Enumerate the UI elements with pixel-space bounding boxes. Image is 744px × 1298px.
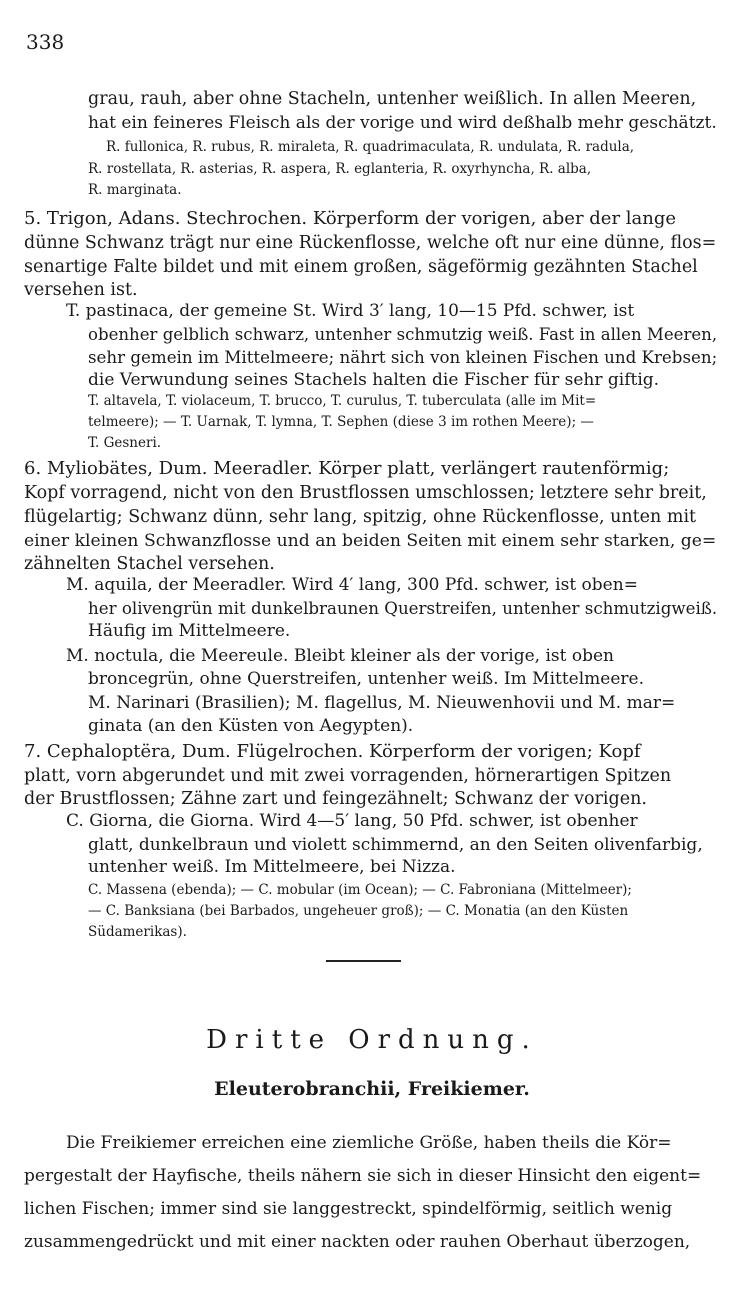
text-line: hat ein feineres Fleisch als der vorige und wird deßhalb mehr geschätzt. (88, 113, 717, 133)
section-7-heading: 7. Cephaloptëra, Dum. Flügelrochen. Körperform der vorigen; Kopf (24, 741, 641, 762)
species-entry: C. Giorna, die Giorna. Wird 4—5′ lang, 50 Pfd. schwer, ist obenher (66, 811, 638, 831)
text-line: her olivengrün mit dunkelbraunen Querstreifen, untenher schmutzigweiß. (88, 599, 718, 618)
text-line: sehr gemein im Mittelmeere; nährt sich von kleinen Fischen und Krebsen; (88, 348, 718, 367)
text-line: untenher weiß. Im Mittelmeere, bei Nizza. (88, 857, 456, 877)
text-line: zähnelten Stachel versehen. (24, 554, 275, 574)
species-entry: M. aquila, der Meeradler. Wird 4′ lang, 300 Pfd. schwer, ist oben= (66, 575, 638, 595)
text-line: glatt, dunkelbraun und violett schimmernd, an den Seiten olivenfarbig, (88, 835, 703, 855)
text-line: versehen ist. (24, 280, 138, 300)
species-list-line: Südamerikas). (88, 924, 187, 940)
text-line: senartige Falte bildet und mit einem großen, sägeförmig gezähnten Stachel (24, 257, 698, 277)
text-line: ginata (an den Küsten von Aegypten). (88, 716, 414, 736)
section-6-heading: 6. Myliobätes, Dum. Meeradler. Körper platt, verlängert rautenförmig; (24, 458, 670, 479)
species-entry: T. pastinaca, der gemeine St. Wird 3′ lang, 10—15 Pfd. schwer, ist (66, 301, 635, 321)
text-line: grau, rauh, aber ohne Stacheln, untenher weißlich. In allen Meeren, (88, 89, 697, 109)
text-line: dünne Schwanz trägt nur eine Rückenflosse, welche oft nur eine dünne, flos= (24, 233, 717, 253)
body-line: pergestalt der Hayfische, theils nähern sie sich in dieser Hinsicht den eigent= (24, 1166, 702, 1186)
section-divider (326, 960, 401, 962)
text-line: obenher gelblich schwarz, untenher schmutzig weiß. Fast in allen Meeren, (88, 325, 718, 344)
order-subtitle: Eleuterobranchii, Freikiemer. (214, 1078, 530, 1100)
species-list-line: — C. Banksiana (bei Barbados, ungeheuer groß); — C. Monatia (an den Küsten (88, 903, 629, 919)
species-list-line: T. altavela, T. violaceum, T. brucco, T. curulus, T. tuberculata (alle im Mit= (88, 393, 597, 409)
species-list-line: telmeere); — T. Uarnak, T. lymna, T. Sephen (diese 3 im rothen Meere); — (88, 414, 594, 430)
body-line: lichen Fischen; immer sind sie langgestreckt, spindelförmig, seitlich wenig (24, 1199, 673, 1219)
text-line: flügelartig; Schwanz dünn, sehr lang, spitzig, ohne Rückenflosse, unten mit (24, 507, 697, 527)
species-list-line: C. Massena (ebenda); — C. mobular (im Ocean); — C. Fabroniana (Mittelmeer); (88, 882, 632, 898)
text-line: Kopf vorragend, nicht von den Brustflossen umschlossen; letztere sehr breit, (24, 483, 707, 503)
body-line: zusammengedrückt und mit einer nackten oder rauhen Oberhaut überzogen, (24, 1232, 691, 1252)
text-line: der Brustflossen; Zähne zart und feingezähnelt; Schwanz der vorigen. (24, 789, 647, 809)
text-line: broncegrün, ohne Querstreifen, untenher weiß. Im Mittelmeere. (88, 669, 645, 689)
order-title: Dritte Ordnung. (206, 1025, 538, 1055)
species-list-line: R. rostellata, R. asterias, R. aspera, R. eglanteria, R. oxyrhyncha, R. alba, (88, 161, 592, 177)
species-entry: M. Narinari (Brasilien); M. flagellus, M. Nieuwenhovii und M. mar= (88, 693, 676, 713)
species-list-line: T. Gesneri. (88, 435, 162, 451)
species-list-line: R. marginata. (88, 182, 182, 198)
text-line: Häufig im Mittelmeere. (88, 621, 291, 641)
page-number: 338 (26, 30, 65, 54)
text-line: einer kleinen Schwanzflosse und an beiden Seiten mit einem sehr starken, ge= (24, 531, 717, 551)
text-line: platt, vorn abgerundet und mit zwei vorragenden, hörnerartigen Spitzen (24, 766, 672, 786)
body-line: Die Freikiemer erreichen eine ziemliche Größe, haben theils die Kör= (66, 1133, 672, 1153)
species-entry: M. noctula, die Meereule. Bleibt kleiner als der vorige, ist oben (66, 646, 615, 666)
species-list-line: R. fullonica, R. rubus, R. miraleta, R. quadrimaculata, R. undulata, R. radula, (106, 139, 635, 155)
text-line: die Verwundung seines Stachels halten die Fischer für sehr giftig. (88, 370, 660, 390)
section-5-heading: 5. Trigon, Adans. Stechrochen. Körperform der vorigen, aber der lange (24, 208, 677, 229)
